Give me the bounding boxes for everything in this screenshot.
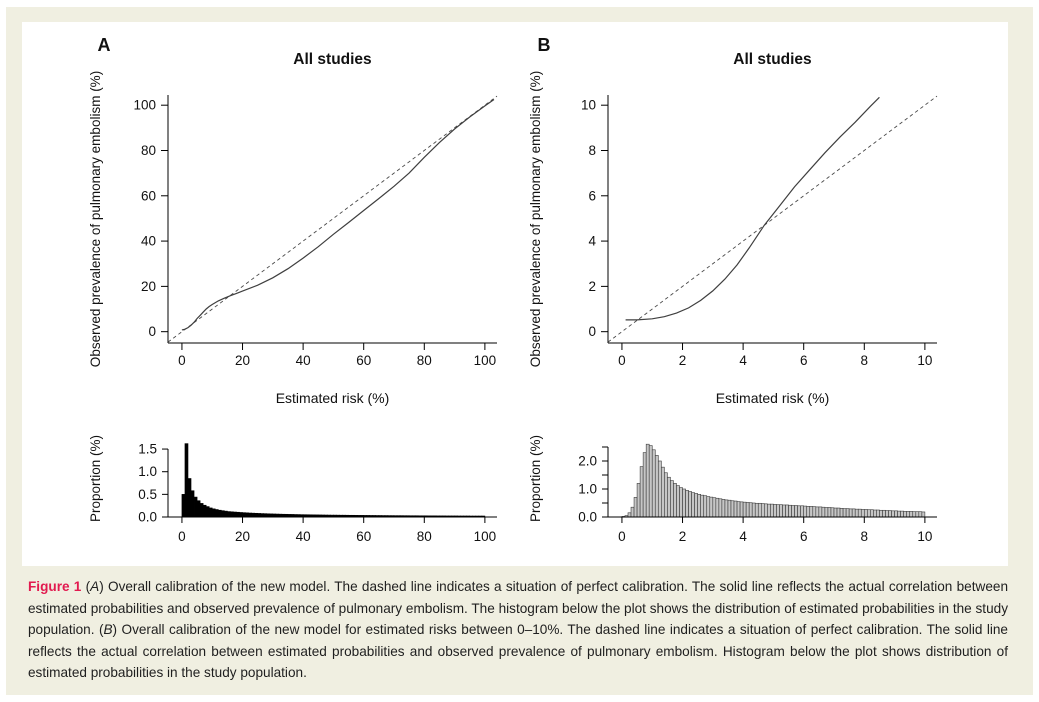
svg-text:6: 6	[799, 529, 808, 544]
panel-a-histogram	[28, 424, 508, 566]
figure-label: Figure 1	[28, 579, 82, 594]
x-axis-label: Estimated risk (%)	[275, 390, 390, 406]
svg-text:1.0: 1.0	[138, 464, 157, 480]
plot-title: All studies	[293, 51, 372, 68]
svg-text:2: 2	[678, 529, 687, 544]
caption-text-pre-a: (	[81, 579, 91, 594]
x-axis	[608, 517, 937, 544]
y-axis	[133, 95, 168, 343]
x-axis	[168, 517, 497, 544]
y-axis	[578, 447, 608, 525]
panel-b-calibration-plot	[468, 24, 948, 424]
panel-a-calibration-plot	[28, 24, 508, 424]
svg-text:60: 60	[356, 353, 372, 368]
x-axis	[168, 343, 497, 368]
y-axis	[581, 95, 608, 343]
svg-text:40: 40	[140, 233, 156, 249]
calibration-curve	[626, 97, 880, 320]
svg-text:100: 100	[133, 97, 156, 113]
svg-text:6: 6	[588, 188, 596, 204]
svg-text:4: 4	[739, 529, 747, 544]
svg-text:20: 20	[235, 353, 251, 368]
histogram-bars	[182, 444, 485, 517]
histogram-bars	[622, 444, 925, 517]
svg-text:0: 0	[178, 529, 186, 544]
figure-caption	[28, 576, 1008, 684]
svg-text:0.5: 0.5	[138, 486, 157, 502]
svg-text:80: 80	[416, 353, 432, 368]
svg-text:2: 2	[588, 278, 596, 294]
svg-text:8: 8	[860, 529, 869, 544]
panel-letter: A	[97, 35, 111, 55]
svg-text:100: 100	[473, 529, 497, 544]
caption-text-a: ) Overall calibration of the new model. The dashed line indicates a situation of perfect calibration. The solid line reflects the actual correlation between estimated probabilities and observed prevalence of pulmonary embolism. The histogram below the plot shows the distribution of estimated probabilities in the study population. (	[28, 579, 1009, 637]
perfect-calibration-line	[608, 96, 937, 342]
caption-panel-b-ref: B	[103, 622, 113, 637]
svg-text:0: 0	[148, 324, 156, 340]
y-axis-label: Observed prevalence of pulmonary embolism (%)	[88, 70, 103, 368]
svg-text:10: 10	[580, 97, 596, 113]
svg-text:20: 20	[235, 529, 251, 544]
x-axis-label: Estimated risk (%)	[715, 390, 830, 406]
calibration-curve	[182, 100, 494, 330]
svg-text:100: 100	[473, 353, 497, 368]
svg-text:80: 80	[140, 142, 156, 158]
plot-title: All studies	[733, 51, 812, 68]
panel-b-histogram	[468, 424, 948, 566]
svg-text:20: 20	[140, 278, 156, 294]
svg-text:60: 60	[140, 188, 156, 204]
svg-text:40: 40	[295, 353, 311, 368]
perfect-calibration-line	[168, 96, 497, 342]
x-axis	[608, 343, 937, 368]
svg-text:10: 10	[917, 353, 933, 368]
panel-letter: B	[537, 35, 551, 55]
svg-text:4: 4	[588, 233, 596, 249]
svg-text:8: 8	[588, 142, 596, 158]
svg-text:0.0: 0.0	[138, 509, 157, 525]
y-axis-label: Proportion (%)	[528, 434, 543, 523]
svg-text:1.0: 1.0	[578, 481, 597, 497]
caption-panel-a-ref: A	[90, 579, 100, 594]
svg-text:0: 0	[178, 353, 186, 368]
svg-text:1.5: 1.5	[138, 441, 157, 457]
svg-text:60: 60	[356, 529, 372, 544]
svg-text:2: 2	[678, 353, 687, 368]
svg-text:0: 0	[618, 529, 626, 544]
svg-text:80: 80	[416, 529, 432, 544]
svg-text:0: 0	[618, 353, 626, 368]
svg-text:0: 0	[588, 324, 596, 340]
caption-text-b: ) Overall calibration of the new model for estimated risks between 0–10%. The dashed line indicates a situation of perfect calibration. The solid line reflects the actual correlation between estimated probabilities and observed prevalence of pulmonary embolism. Histogram below the plot shows distribution of estimated probabilities in the study population.	[28, 622, 1008, 680]
y-axis	[138, 442, 168, 525]
svg-text:0.0: 0.0	[578, 509, 597, 525]
svg-text:8: 8	[860, 353, 869, 368]
svg-text:4: 4	[739, 353, 747, 368]
y-axis-label: Proportion (%)	[88, 434, 103, 523]
svg-text:10: 10	[917, 529, 933, 544]
y-axis-label: Observed prevalence of pulmonary embolism (%)	[528, 70, 543, 368]
svg-text:40: 40	[295, 529, 311, 544]
svg-text:2.0: 2.0	[578, 453, 597, 469]
svg-text:6: 6	[799, 353, 808, 368]
